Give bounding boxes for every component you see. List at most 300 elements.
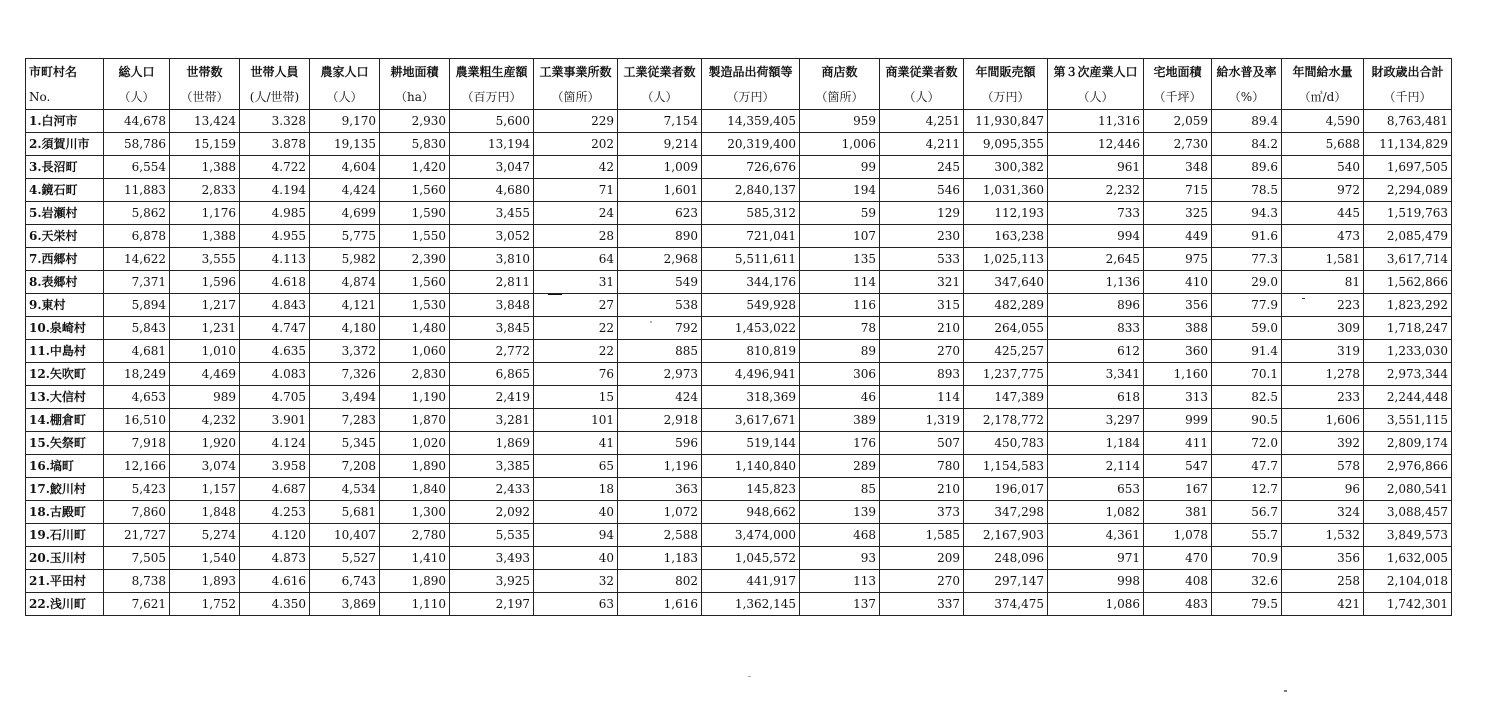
table-cell: 78.5: [1212, 179, 1282, 202]
table-cell: 445: [1282, 202, 1364, 225]
table-cell: 7,154: [618, 110, 702, 133]
table-cell: 4.985: [240, 202, 310, 225]
column-unit: （世帯）: [170, 85, 240, 110]
table-cell: 4.083: [240, 363, 310, 386]
table-cell: 145,823: [702, 478, 800, 501]
table-cell: 71: [534, 179, 618, 202]
table-cell: 2,918: [618, 409, 702, 432]
table-cell: 538: [618, 294, 702, 317]
column-header: 商業従業者数: [880, 59, 964, 86]
table-cell: 1,300: [380, 501, 450, 524]
table-cell: 1,078: [1144, 524, 1212, 547]
table-cell: 77.9: [1212, 294, 1282, 317]
table-cell: 5,345: [310, 432, 380, 455]
table-cell: 596: [618, 432, 702, 455]
table-cell: 1,606: [1282, 409, 1364, 432]
table-cell: 994: [1048, 225, 1144, 248]
table-cell: 297,147: [964, 570, 1048, 593]
table-cell: 89.4: [1212, 110, 1282, 133]
table-cell: 147,389: [964, 386, 1048, 409]
table-cell: 4,496,941: [702, 363, 800, 386]
table-cell: 2,968: [618, 248, 702, 271]
table-cell: 482,289: [964, 294, 1048, 317]
municipality-name: 8.表郷村: [26, 271, 104, 294]
table-cell: 618: [1048, 386, 1144, 409]
table-cell: 893: [880, 363, 964, 386]
table-cell: 28: [534, 225, 618, 248]
table-cell: 258: [1282, 570, 1364, 593]
table-cell: 2,419: [450, 386, 534, 409]
table-cell: 2,973,344: [1364, 363, 1452, 386]
municipality-name: 17.鮫川村: [26, 478, 104, 501]
table-cell: 2,294,089: [1364, 179, 1452, 202]
municipality-name: 10.泉崎村: [26, 317, 104, 340]
table-cell: 3,845: [450, 317, 534, 340]
table-cell: 3,869: [310, 593, 380, 616]
table-cell: 21,727: [104, 524, 170, 547]
table-cell: 12.7: [1212, 478, 1282, 501]
table-cell: 360: [1144, 340, 1212, 363]
column-unit: （人）: [310, 85, 380, 110]
table-cell: 388: [1144, 317, 1212, 340]
column-unit: （箇所）: [800, 85, 880, 110]
table-cell: 11,316: [1048, 110, 1144, 133]
municipality-name: 2.須賀川市: [26, 133, 104, 156]
table-cell: 2,092: [450, 501, 534, 524]
table-cell: 1,233,030: [1364, 340, 1452, 363]
table-cell: 1,410: [380, 547, 450, 570]
table-cell: 16,510: [104, 409, 170, 432]
table-cell: 46: [800, 386, 880, 409]
table-cell: 1,140,840: [702, 455, 800, 478]
table-cell: 473: [1282, 225, 1364, 248]
table-cell: 2,197: [450, 593, 534, 616]
table-cell: 3,551,115: [1364, 409, 1452, 432]
table-cell: 230: [880, 225, 964, 248]
table-cell: 289: [800, 455, 880, 478]
table-cell: 9,214: [618, 133, 702, 156]
table-cell: 245: [880, 156, 964, 179]
table-cell: 2,114: [1048, 455, 1144, 478]
table-cell: 163,238: [964, 225, 1048, 248]
table-cell: 1,278: [1282, 363, 1364, 386]
table-cell: 507: [880, 432, 964, 455]
table-cell: 3,052: [450, 225, 534, 248]
table-cell: 540: [1282, 156, 1364, 179]
municipality-name: 15.矢祭町: [26, 432, 104, 455]
column-unit: （人）: [618, 85, 702, 110]
table-cell: 78: [800, 317, 880, 340]
table-cell: 76: [534, 363, 618, 386]
table-cell: 5,600: [450, 110, 534, 133]
table-cell: 1,718,247: [1364, 317, 1452, 340]
table-cell: 4.705: [240, 386, 310, 409]
table-row: [26, 478, 1452, 501]
column-unit: （千円）: [1364, 85, 1452, 110]
table-cell: 392: [1282, 432, 1364, 455]
table-cell: 82.5: [1212, 386, 1282, 409]
table-cell: 363: [618, 478, 702, 501]
table-cell: 91.4: [1212, 340, 1282, 363]
table-cell: 1,136: [1048, 271, 1144, 294]
table-cell: 8,738: [104, 570, 170, 593]
table-cell: 408: [1144, 570, 1212, 593]
table-cell: 4,211: [880, 133, 964, 156]
table-cell: 139: [800, 501, 880, 524]
table-cell: 1,010: [170, 340, 240, 363]
table-cell: 971: [1048, 547, 1144, 570]
table-cell: 4,232: [170, 409, 240, 432]
table-cell: 167: [1144, 478, 1212, 501]
table-cell: 15,159: [170, 133, 240, 156]
table-cell: 1,562,866: [1364, 271, 1452, 294]
column-unit: No.: [26, 85, 104, 110]
table-cell: 9,095,355: [964, 133, 1048, 156]
table-cell: 4,180: [310, 317, 380, 340]
table-cell: 7,505: [104, 547, 170, 570]
table-cell: 64: [534, 248, 618, 271]
table-row: [26, 156, 1452, 179]
table-cell: 116: [800, 294, 880, 317]
table-cell: 411: [1144, 432, 1212, 455]
table-cell: 114: [880, 386, 964, 409]
table-cell: 4.194: [240, 179, 310, 202]
table-cell: 306: [800, 363, 880, 386]
table-cell: 2,830: [380, 363, 450, 386]
table-cell: 44,678: [104, 110, 170, 133]
table-cell: 1,453,022: [702, 317, 800, 340]
column-header: 工業従業者数: [618, 59, 702, 86]
table-cell: 22: [534, 340, 618, 363]
table-cell: 347,640: [964, 271, 1048, 294]
table-cell: 13,194: [450, 133, 534, 156]
table-cell: 1,196: [618, 455, 702, 478]
table-cell: 2,772: [450, 340, 534, 363]
table-cell: 612: [1048, 340, 1144, 363]
table-cell: 300,382: [964, 156, 1048, 179]
table-row: [26, 225, 1452, 248]
table-cell: 55.7: [1212, 524, 1282, 547]
table-cell: 2,085,479: [1364, 225, 1452, 248]
column-header: 第３次産業人口: [1048, 59, 1144, 86]
table-cell: 1,082: [1048, 501, 1144, 524]
table-row: [26, 294, 1452, 317]
table-cell: 20,319,400: [702, 133, 800, 156]
municipality-name: 6.天栄村: [26, 225, 104, 248]
column-header: 総人口: [104, 59, 170, 86]
table-cell: 1,388: [170, 225, 240, 248]
table-cell: 114: [800, 271, 880, 294]
table-cell: 2,390: [380, 248, 450, 271]
table-cell: 264,055: [964, 317, 1048, 340]
table-cell: 1,530: [380, 294, 450, 317]
table-cell: 5,894: [104, 294, 170, 317]
municipality-name: 16.塙町: [26, 455, 104, 478]
table-body: [26, 110, 1452, 616]
table-cell: 107: [800, 225, 880, 248]
table-cell: 1,184: [1048, 432, 1144, 455]
table-cell: 959: [800, 110, 880, 133]
table-cell: 4.253: [240, 501, 310, 524]
column-unit: （箇所）: [534, 85, 618, 110]
table-cell: 1,893: [170, 570, 240, 593]
table-cell: 1,031,360: [964, 179, 1048, 202]
table-cell: 3,297: [1048, 409, 1144, 432]
table-cell: 4.350: [240, 593, 310, 616]
table-cell: 209: [880, 547, 964, 570]
table-cell: 84.2: [1212, 133, 1282, 156]
table-cell: 3,925: [450, 570, 534, 593]
table-cell: 129: [880, 202, 964, 225]
table-cell: 715: [1144, 179, 1212, 202]
table-cell: 1,581: [1282, 248, 1364, 271]
table-cell: 2,433: [450, 478, 534, 501]
table-cell: 337: [880, 593, 964, 616]
table-cell: 623: [618, 202, 702, 225]
table-row: [26, 593, 1452, 616]
table-cell: 70.1: [1212, 363, 1282, 386]
table-cell: 18: [534, 478, 618, 501]
table-cell: 1,697,505: [1364, 156, 1452, 179]
table-row: [26, 570, 1452, 593]
table-cell: 1,560: [380, 179, 450, 202]
header-row-names: [26, 59, 1452, 86]
table-cell: 3,617,714: [1364, 248, 1452, 271]
table-cell: 3.328: [240, 110, 310, 133]
table-cell: 410: [1144, 271, 1212, 294]
table-cell: 94: [534, 524, 618, 547]
table-cell: 5,862: [104, 202, 170, 225]
table-cell: 2,080,541: [1364, 478, 1452, 501]
table-cell: 3,088,457: [1364, 501, 1452, 524]
table-cell: 324: [1282, 501, 1364, 524]
table-cell: 6,554: [104, 156, 170, 179]
table-row: [26, 133, 1452, 156]
table-cell: 90.5: [1212, 409, 1282, 432]
table-row: [26, 524, 1452, 547]
stray-dash-mark: [548, 294, 562, 295]
table-cell: 721,041: [702, 225, 800, 248]
table-cell: 802: [618, 570, 702, 593]
table-row: [26, 386, 1452, 409]
table-cell: 3.958: [240, 455, 310, 478]
table-cell: 424: [618, 386, 702, 409]
table-cell: 4.955: [240, 225, 310, 248]
column-unit: （%）: [1212, 85, 1282, 110]
table-cell: 70.9: [1212, 547, 1282, 570]
table-cell: 1,006: [800, 133, 880, 156]
table-cell: 1,869: [450, 432, 534, 455]
table-cell: 101: [534, 409, 618, 432]
table-cell: 1,045,572: [702, 547, 800, 570]
table-cell: 975: [1144, 248, 1212, 271]
table-cell: 2,588: [618, 524, 702, 547]
column-header: 世帯人員: [240, 59, 310, 86]
table-cell: 40: [534, 547, 618, 570]
column-header: 市町村名: [26, 59, 104, 86]
municipality-name: 9.東村: [26, 294, 104, 317]
table-cell: 1,160: [1144, 363, 1212, 386]
table-cell: 3,849,573: [1364, 524, 1452, 547]
table-cell: 94.3: [1212, 202, 1282, 225]
table-cell: 1,157: [170, 478, 240, 501]
table-cell: 792: [618, 317, 702, 340]
table-cell: 373: [880, 501, 964, 524]
table-cell: 2,232: [1048, 179, 1144, 202]
table-cell: 3,455: [450, 202, 534, 225]
table-cell: 2,930: [380, 110, 450, 133]
table-cell: 5,681: [310, 501, 380, 524]
column-unit: （人）: [1048, 85, 1144, 110]
table-cell: 4.120: [240, 524, 310, 547]
table-cell: 2,833: [170, 179, 240, 202]
table-cell: 421: [1282, 593, 1364, 616]
table-cell: 210: [880, 478, 964, 501]
table-cell: 549,928: [702, 294, 800, 317]
table-row: [26, 110, 1452, 133]
table-cell: 4.873: [240, 547, 310, 570]
table-cell: 1,616: [618, 593, 702, 616]
table-cell: 1,183: [618, 547, 702, 570]
table-cell: 1,319: [880, 409, 964, 432]
table-cell: 733: [1048, 202, 1144, 225]
table-cell: 12,446: [1048, 133, 1144, 156]
scan-speck: [748, 676, 751, 677]
table-cell: 2,059: [1144, 110, 1212, 133]
table-row: [26, 271, 1452, 294]
table-cell: 381: [1144, 501, 1212, 524]
table-cell: 1,480: [380, 317, 450, 340]
table-cell: 3,810: [450, 248, 534, 271]
column-unit: (人/世帯): [240, 85, 310, 110]
table-cell: 948,662: [702, 501, 800, 524]
table-cell: 1,362,145: [702, 593, 800, 616]
table-cell: 7,860: [104, 501, 170, 524]
table-cell: 989: [170, 386, 240, 409]
table-cell: 313: [1144, 386, 1212, 409]
table-cell: 1,110: [380, 593, 450, 616]
table-cell: 4,874: [310, 271, 380, 294]
table-cell: 89.6: [1212, 156, 1282, 179]
table-cell: 56.7: [1212, 501, 1282, 524]
municipality-name: 22.浅川町: [26, 593, 104, 616]
table-cell: 4,680: [450, 179, 534, 202]
table-cell: 547: [1144, 455, 1212, 478]
column-unit: （人）: [880, 85, 964, 110]
table-cell: 4,699: [310, 202, 380, 225]
table-cell: 194: [800, 179, 880, 202]
table-cell: 176: [800, 432, 880, 455]
table-cell: 10,407: [310, 524, 380, 547]
table-cell: 19,135: [310, 133, 380, 156]
column-header: 耕地面積: [380, 59, 450, 86]
table-cell: 4,424: [310, 179, 380, 202]
table-cell: 4.124: [240, 432, 310, 455]
table-cell: 3,372: [310, 340, 380, 363]
table-cell: 3.878: [240, 133, 310, 156]
table-cell: 533: [880, 248, 964, 271]
table-cell: 6,743: [310, 570, 380, 593]
column-unit: （万円）: [964, 85, 1048, 110]
column-unit: （ha）: [380, 85, 450, 110]
table-cell: 2,104,018: [1364, 570, 1452, 593]
table-row: [26, 432, 1452, 455]
table-row: [26, 455, 1452, 478]
table-cell: 726,676: [702, 156, 800, 179]
table-row: [26, 501, 1452, 524]
table-cell: 425,257: [964, 340, 1048, 363]
table-cell: 1,840: [380, 478, 450, 501]
table-cell: 450,783: [964, 432, 1048, 455]
municipality-name: 19.石川町: [26, 524, 104, 547]
table-cell: 780: [880, 455, 964, 478]
table-cell: 4.618: [240, 271, 310, 294]
table-cell: 2,645: [1048, 248, 1144, 271]
municipality-name: 14.棚倉町: [26, 409, 104, 432]
table-cell: 6,878: [104, 225, 170, 248]
table-cell: 11,883: [104, 179, 170, 202]
table-cell: 309: [1282, 317, 1364, 340]
table-cell: 468: [800, 524, 880, 547]
table-row: [26, 179, 1452, 202]
table-cell: 4,534: [310, 478, 380, 501]
table-cell: 7,283: [310, 409, 380, 432]
table-cell: 519,144: [702, 432, 800, 455]
table-cell: 4.113: [240, 248, 310, 271]
table-cell: 11,134,829: [1364, 133, 1452, 156]
table-cell: 5,982: [310, 248, 380, 271]
table-cell: 7,621: [104, 593, 170, 616]
table-cell: 14,359,405: [702, 110, 800, 133]
table-cell: 5,423: [104, 478, 170, 501]
scan-speck: [650, 321, 652, 323]
table-cell: 59: [800, 202, 880, 225]
table-cell: 4.747: [240, 317, 310, 340]
table-cell: 1,217: [170, 294, 240, 317]
table-cell: 1,585: [880, 524, 964, 547]
table-cell: 449: [1144, 225, 1212, 248]
table-cell: 3,494: [310, 386, 380, 409]
table-cell: 7,208: [310, 455, 380, 478]
table-cell: 248,096: [964, 547, 1048, 570]
column-header: 製造品出荷額等: [702, 59, 800, 86]
table-cell: 24: [534, 202, 618, 225]
column-header: 商店数: [800, 59, 880, 86]
table-cell: 4,653: [104, 386, 170, 409]
table-cell: 1,532: [1282, 524, 1364, 547]
table-cell: 321: [880, 271, 964, 294]
table-cell: 1,823,292: [1364, 294, 1452, 317]
table-cell: 27: [534, 294, 618, 317]
municipality-name: 21.平田村: [26, 570, 104, 593]
table-cell: 5,843: [104, 317, 170, 340]
municipality-name: 1.白河市: [26, 110, 104, 133]
table-cell: 79.5: [1212, 593, 1282, 616]
table-cell: 14,622: [104, 248, 170, 271]
table-cell: 896: [1048, 294, 1144, 317]
table-cell: 2,976,866: [1364, 455, 1452, 478]
column-unit: （㎥/d）: [1282, 85, 1364, 110]
table-cell: 1,752: [170, 593, 240, 616]
table-cell: 374,475: [964, 593, 1048, 616]
table-cell: 22: [534, 317, 618, 340]
table-cell: 441,917: [702, 570, 800, 593]
municipality-name: 11.中島村: [26, 340, 104, 363]
table-cell: 1,890: [380, 570, 450, 593]
table-cell: 972: [1282, 179, 1364, 202]
table-cell: 1,086: [1048, 593, 1144, 616]
table-row: [26, 248, 1452, 271]
